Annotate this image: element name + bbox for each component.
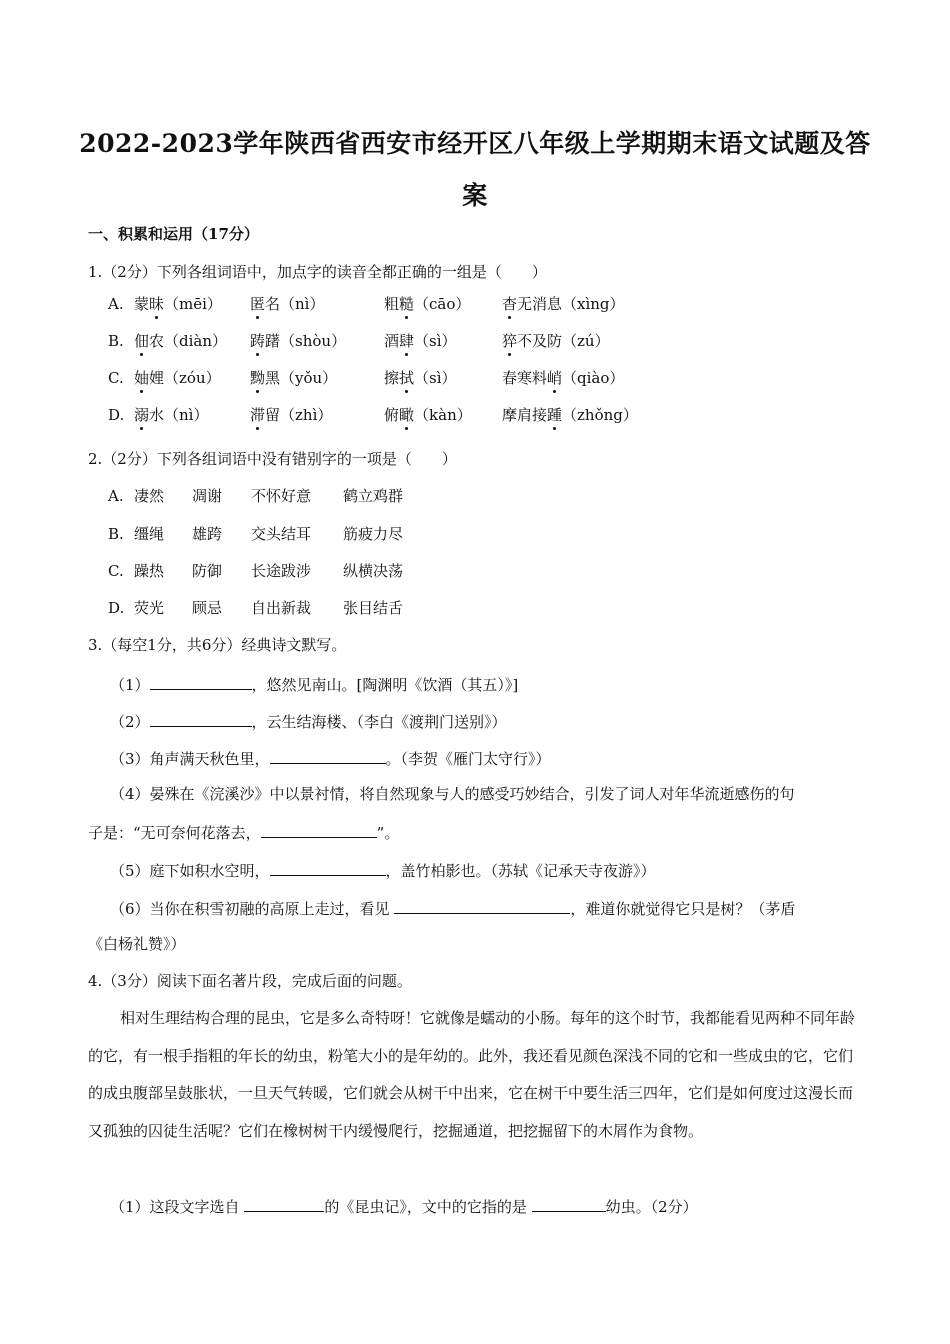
q1-option-row — [0, 294, 950, 314]
q2-option-row — [0, 486, 950, 506]
option-word — [134, 405, 208, 425]
q3-item-4-line1: （4）晏殊在《浣溪沙》中以景衬情，将自然现象与人的感受巧妙结合，引发了词人对年华流逝感伤的句 — [110, 785, 795, 803]
option-label: C. — [108, 369, 124, 387]
option-word: 躁热 — [134, 562, 165, 580]
option-label: B. — [108, 525, 124, 543]
answer-blank[interactable] — [532, 1195, 606, 1212]
option-label: D. — [108, 599, 125, 617]
q4-sub-1-text-before: （1）这段文字选自 — [110, 1198, 245, 1216]
option-word — [384, 331, 457, 351]
dotted-character: 峭 — [547, 369, 563, 387]
q3-item-1-num: （1） — [110, 676, 150, 694]
word-part: 酒 — [384, 332, 400, 350]
word-part: （sì） — [414, 369, 457, 387]
q2-option-row — [0, 524, 950, 544]
q1-option-row — [0, 368, 950, 388]
option-word — [502, 405, 638, 425]
word-part: （cāo） — [414, 295, 471, 313]
option-word: 凋谢 — [192, 487, 223, 505]
dotted-character: 踵 — [547, 406, 563, 424]
word-part: 农（diàn） — [149, 332, 228, 350]
option-word: 鹤立鸡群 — [343, 487, 404, 505]
dotted-character: 黝 — [250, 369, 266, 387]
option-word — [384, 294, 470, 314]
option-label: D. — [108, 406, 125, 424]
dotted-character: 踌 — [250, 332, 266, 350]
q2-option-row — [0, 561, 950, 581]
q3-item-4-line2 — [88, 821, 399, 843]
option-word — [134, 368, 221, 388]
option-word — [250, 294, 324, 314]
dotted-character: 瞰 — [399, 406, 415, 424]
option-word — [502, 331, 610, 351]
option-word — [250, 405, 332, 425]
dotted-character: 肆 — [399, 332, 415, 350]
word-part: 水（nì） — [149, 406, 209, 424]
q2-option-row — [0, 598, 950, 618]
word-part: （qiào） — [562, 369, 625, 387]
dotted-character: 妯 — [134, 369, 150, 387]
option-word — [250, 368, 337, 388]
answer-blank[interactable] — [270, 747, 386, 764]
option-word: 筋疲力尽 — [343, 525, 404, 543]
dotted-character: 昧 — [149, 295, 165, 313]
option-word — [134, 331, 227, 351]
q3-item-6-line1 — [110, 897, 795, 919]
q4-sub-1-text-after: 幼虫。（2分） — [605, 1198, 698, 1216]
dotted-character: 杳 — [502, 295, 518, 313]
question-4-stem: 4.（3分）阅读下面名著片段，完成后面的问题。 — [88, 972, 412, 990]
dotted-character: 猝 — [502, 332, 518, 350]
option-label: C. — [108, 562, 124, 580]
option-word — [134, 294, 222, 314]
word-part: 黑（yǒu） — [265, 369, 338, 387]
page-title-line1: 2022-2023学年陕西省西安市经开区八年级上学期期末语文试题及答 — [79, 129, 871, 158]
option-word — [384, 405, 472, 425]
q1-option-row — [0, 331, 950, 351]
option-word: 纵横决荡 — [343, 562, 404, 580]
answer-blank[interactable] — [150, 710, 252, 727]
question-2-stem: 2.（2分）下列各组词语中没有错别字的一项是（ ） — [88, 450, 457, 468]
question-1-stem: 1.（2分）下列各组词语中，加点字的读音全都正确的一组是（ ） — [88, 263, 547, 281]
dotted-character: 溺 — [134, 406, 150, 424]
q3-item-6-text-before: （6）当你在积雪初融的高原上走过，看见 — [110, 900, 395, 918]
q4-sub-1 — [110, 1195, 698, 1217]
word-part: 不及防（zú） — [517, 332, 610, 350]
answer-blank[interactable] — [270, 859, 386, 876]
word-part: （mēi） — [164, 295, 222, 313]
dotted-character: 拭 — [399, 369, 415, 387]
word-part: 娌（zóu） — [149, 369, 221, 387]
option-word: 凄然 — [134, 487, 165, 505]
q3-item-1 — [110, 673, 518, 695]
q3-item-6-line2: 《白杨礼赞》） — [88, 935, 186, 953]
option-word — [384, 368, 457, 388]
answer-blank[interactable] — [244, 1195, 324, 1212]
q3-item-3 — [110, 747, 551, 769]
q3-item-2-num: （2） — [110, 713, 150, 731]
word-part: （kàn） — [414, 406, 472, 424]
dotted-character: 匿 — [250, 295, 266, 313]
q4-sub-1-text-mid: 的《昆虫记》，文中的它指的是 — [324, 1198, 532, 1216]
option-word: 张目结舌 — [343, 599, 404, 617]
page-title-line2: 案 — [462, 181, 488, 210]
word-part: 名（nì） — [265, 295, 325, 313]
q4-passage: 相对生理结构合理的昆虫，它是多么奇特呀！它就像是蠕动的小肠。每年的这个时节，我都能看见两种不同年龄的它，有一根手指粗的年长的幼虫，粉笔大小的是年幼的。此外，我还看见颜色深浅不同的它和一些成虫的它，它们的成虫腹部呈鼓胀状，一旦天气转暖，它们就会从树干中出来，它在树干中要生活三四年，它们是如何度过这漫长而又孤独的囚徒生活呢？它们在橡树树干内缓慢爬行，挖掘通道，把挖掘留下的木屑作为食物。 — [88, 1009, 856, 1140]
answer-blank[interactable] — [261, 821, 377, 838]
option-word — [250, 331, 346, 351]
option-word: 不怀好意 — [251, 487, 312, 505]
word-part: 躇（shòu） — [265, 332, 347, 350]
option-word — [502, 368, 624, 388]
option-word: 长途跋涉 — [251, 562, 312, 580]
q3-item-5-text-before: （5）庭下如积水空明， — [110, 862, 270, 880]
word-part: 摩肩接 — [502, 406, 548, 424]
q3-item-4-text-before: 子是：“无可奈何花落去， — [88, 824, 261, 842]
q1-option-row — [0, 405, 950, 425]
word-part: 春寒料 — [502, 369, 548, 387]
word-part: 俯 — [384, 406, 400, 424]
option-label: B. — [108, 332, 124, 350]
word-part: 擦 — [384, 369, 400, 387]
option-word — [502, 294, 625, 314]
word-part: 粗 — [384, 295, 400, 313]
dotted-character: 滞 — [250, 406, 266, 424]
option-label: A. — [108, 295, 124, 313]
word-part: （sì） — [414, 332, 457, 350]
q3-item-5 — [110, 859, 656, 881]
q3-item-3-text-after: 。（李贺《雁门太守行》） — [385, 750, 551, 768]
q3-item-2-text: ，云生结海楼、（李白《渡荆门送别》） — [251, 713, 507, 731]
option-word: 缰绳 — [134, 525, 165, 543]
word-part: 无消息（xìng） — [517, 295, 625, 313]
option-word: 顾忌 — [192, 599, 223, 617]
q3-item-6-text-after: ，难道你就觉得它只是树？（茅盾 — [570, 900, 796, 918]
answer-blank[interactable] — [150, 673, 252, 690]
q3-item-4-text-after: ”。 — [376, 824, 400, 842]
word-part: 留（zhì） — [265, 406, 333, 424]
q3-item-5-text-after: ，盖竹柏影也。（苏轼《记承天寺夜游》） — [385, 862, 656, 880]
answer-blank[interactable] — [394, 897, 570, 914]
word-part: 蒙 — [134, 295, 150, 313]
option-word: 自出新裁 — [251, 599, 312, 617]
question-3-stem: 3.（每空1分，共6分）经典诗文默写。 — [88, 636, 347, 654]
q3-item-1-text: ，悠然见南山。[陶渊明《饮酒（其五）》] — [251, 676, 519, 694]
q3-item-3-text-before: （3）角声满天秋色里， — [110, 750, 270, 768]
option-word: 交头结耳 — [251, 525, 312, 543]
q3-item-2 — [110, 710, 507, 732]
section-heading: 一、积累和运用（17分） — [88, 225, 259, 243]
dotted-character: 糙 — [399, 295, 415, 313]
word-part: （zhǒng） — [562, 406, 638, 424]
option-word: 防御 — [192, 562, 223, 580]
option-label: A. — [108, 487, 124, 505]
dotted-character: 佃 — [134, 332, 150, 350]
option-word: 雄跨 — [192, 525, 223, 543]
option-word: 荧光 — [134, 599, 165, 617]
